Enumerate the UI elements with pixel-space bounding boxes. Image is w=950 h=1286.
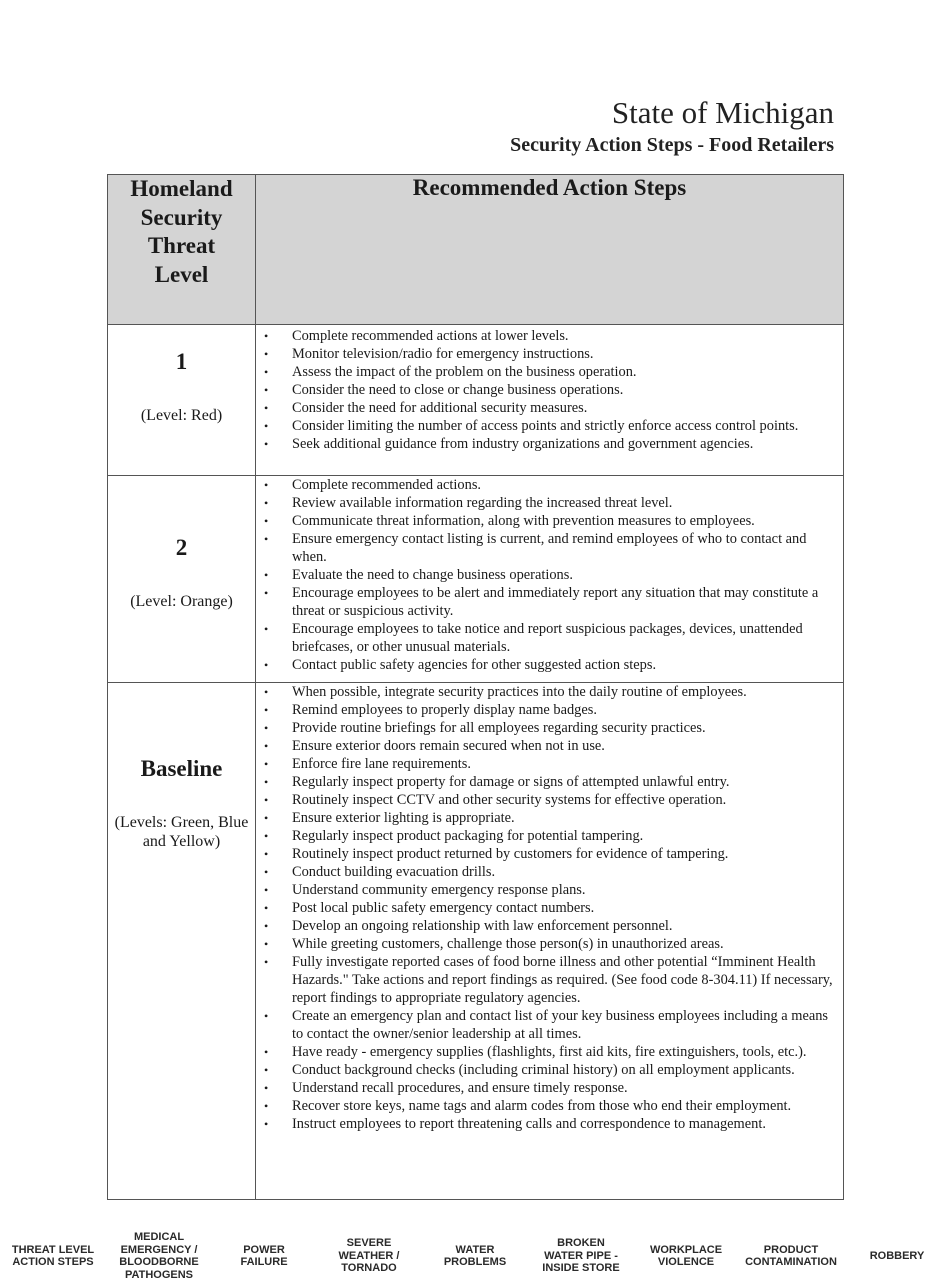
threat-level-number: 1 xyxy=(175,348,188,374)
list-item: • Remind employees to properly display name badges. xyxy=(292,701,837,719)
list-item: • Develop an ongoing relationship with law enforcement personnel. xyxy=(292,917,837,935)
list-item: • Ensure emergency contact listing is current, and remind employees of who to contact and when. xyxy=(292,530,837,566)
action-steps-cell xyxy=(256,476,844,683)
list-item: • Conduct building evacuation drills. xyxy=(292,863,837,881)
list-item: • Consider the need to close or change business operations. xyxy=(292,381,837,399)
action-steps-column-header: Recommended Action Steps xyxy=(256,175,844,325)
document-header xyxy=(510,94,834,158)
list-item: • Understand recall procedures, and ensure timely response. xyxy=(292,1079,837,1097)
list-item: • Ensure exterior lighting is appropriate. xyxy=(292,809,837,827)
list-item: • Consider the need for additional security measures. xyxy=(292,399,837,417)
list-item: • Review available information regarding the increased threat level. xyxy=(292,494,837,512)
list-item: • Fully investigate reported cases of food borne illness and other potential “Imminent Health Hazards." Take actions and report findings as required. (See food code 8-304.11) If necessary, report findings to appropriate regulatory agencies. xyxy=(292,953,837,1007)
list-item: • Consider limiting the number of access points and strictly enforce access control points. xyxy=(292,417,837,435)
list-item: • While greeting customers, challenge those person(s) in unauthorized areas. xyxy=(292,935,837,953)
action-steps-cell xyxy=(256,325,844,476)
list-item: • Create an emergency plan and contact list of your key business employees including a means to contact the owner/senior leadership at all times. xyxy=(292,1007,837,1043)
footer-tab-bar xyxy=(0,1226,950,1286)
threat-level-color: (Levels: Green, Blue and Yellow) xyxy=(114,814,249,850)
list-item: • Communicate threat information, along with prevention measures to employees. xyxy=(292,512,837,530)
list-item: • Seek additional guidance from industry organizations and government agencies. xyxy=(292,435,837,453)
table-row xyxy=(108,476,844,683)
tab-workplace-violence[interactable]: WORKPLACE VIOLENCE xyxy=(649,1243,723,1268)
tab-threat-level-action-steps[interactable]: THREAT LEVEL ACTION STEPS xyxy=(11,1243,95,1268)
threat-level-color: (Level: Red) xyxy=(140,406,223,424)
action-steps-table xyxy=(107,174,844,1200)
threat-level-color: (Level: Orange) xyxy=(130,592,233,610)
tab-power-failure[interactable]: POWER FAILURE xyxy=(240,1243,288,1268)
threat-level-column-header xyxy=(108,175,256,325)
list-item: • Encourage employees to take notice and report suspicious packages, devices, unattended briefcases, or other unusual materials. xyxy=(292,620,837,656)
list-item: • Understand community emergency response plans. xyxy=(292,881,837,899)
action-steps-list xyxy=(256,325,843,453)
list-item: • Routinely inspect product returned by customers for evidence of tampering. xyxy=(292,845,837,863)
list-item: • Complete recommended actions. xyxy=(292,476,837,494)
list-item: • Recover store keys, name tags and alarm codes from those who end their employment. xyxy=(292,1097,837,1115)
list-item: • Instruct employees to report threatening calls and correspondence to management. xyxy=(292,1115,837,1133)
list-item: • Routinely inspect CCTV and other security systems for effective operation. xyxy=(292,791,837,809)
action-steps-list xyxy=(256,683,843,1133)
tab-robbery[interactable]: ROBBERY xyxy=(869,1249,925,1262)
list-item: • Regularly inspect product packaging for potential tampering. xyxy=(292,827,837,845)
tab-severe-weather[interactable]: SEVERE WEATHER / TORNADO xyxy=(338,1237,400,1275)
threat-level-number: 2 xyxy=(175,534,188,560)
list-item: • Conduct background checks (including criminal history) on all employment applicants. xyxy=(292,1061,837,1079)
list-item: • Contact public safety agencies for other suggested action steps. xyxy=(292,656,837,674)
threat-level-cell xyxy=(108,683,256,1200)
list-item: • Have ready - emergency supplies (flashlights, first aid kits, fire extinguishers, tools, etc.). xyxy=(292,1043,837,1061)
table-row xyxy=(108,325,844,476)
tab-broken-water-pipe[interactable]: BROKEN WATER PIPE - INSIDE STORE xyxy=(542,1237,620,1275)
document-subtitle: Security Action Steps - Food Retailers xyxy=(510,134,834,156)
list-item: • Enforce fire lane requirements. xyxy=(292,755,837,773)
tab-medical-emergency[interactable]: MEDICAL EMERGENCY / BLOODBORNE PATHOGENS xyxy=(119,1231,199,1281)
threat-level-cell xyxy=(108,325,256,476)
threat-level-number: Baseline xyxy=(140,756,223,781)
list-item: • When possible, integrate security practices into the daily routine of employees. xyxy=(292,683,837,701)
action-steps-list xyxy=(256,476,843,674)
table-row xyxy=(108,683,844,1200)
list-item: • Assess the impact of the problem on the business operation. xyxy=(292,363,837,381)
list-item: • Post local public safety emergency contact numbers. xyxy=(292,899,837,917)
document-title: State of Michigan xyxy=(611,95,834,130)
list-item: • Ensure exterior doors remain secured when not in use. xyxy=(292,737,837,755)
list-item: • Encourage employees to be alert and immediately report any situation that may constitute a threat or suspicious activity. xyxy=(292,584,837,620)
list-item: • Provide routine briefings for all employees regarding security practices. xyxy=(292,719,837,737)
tab-product-contamination[interactable]: PRODUCT CONTAMINATION xyxy=(745,1243,837,1268)
threat-level-cell xyxy=(108,476,256,683)
action-steps-cell xyxy=(256,683,844,1200)
list-item: • Monitor television/radio for emergency instructions. xyxy=(292,345,837,363)
list-item: • Complete recommended actions at lower levels. xyxy=(292,327,837,345)
list-item: • Regularly inspect property for damage or signs of attempted unlawful entry. xyxy=(292,773,837,791)
tab-water-problems[interactable]: WATER PROBLEMS xyxy=(443,1243,507,1268)
list-item: • Evaluate the need to change business operations. xyxy=(292,566,837,584)
threat-level-header-label: Homeland Security Threat Level xyxy=(130,176,233,287)
